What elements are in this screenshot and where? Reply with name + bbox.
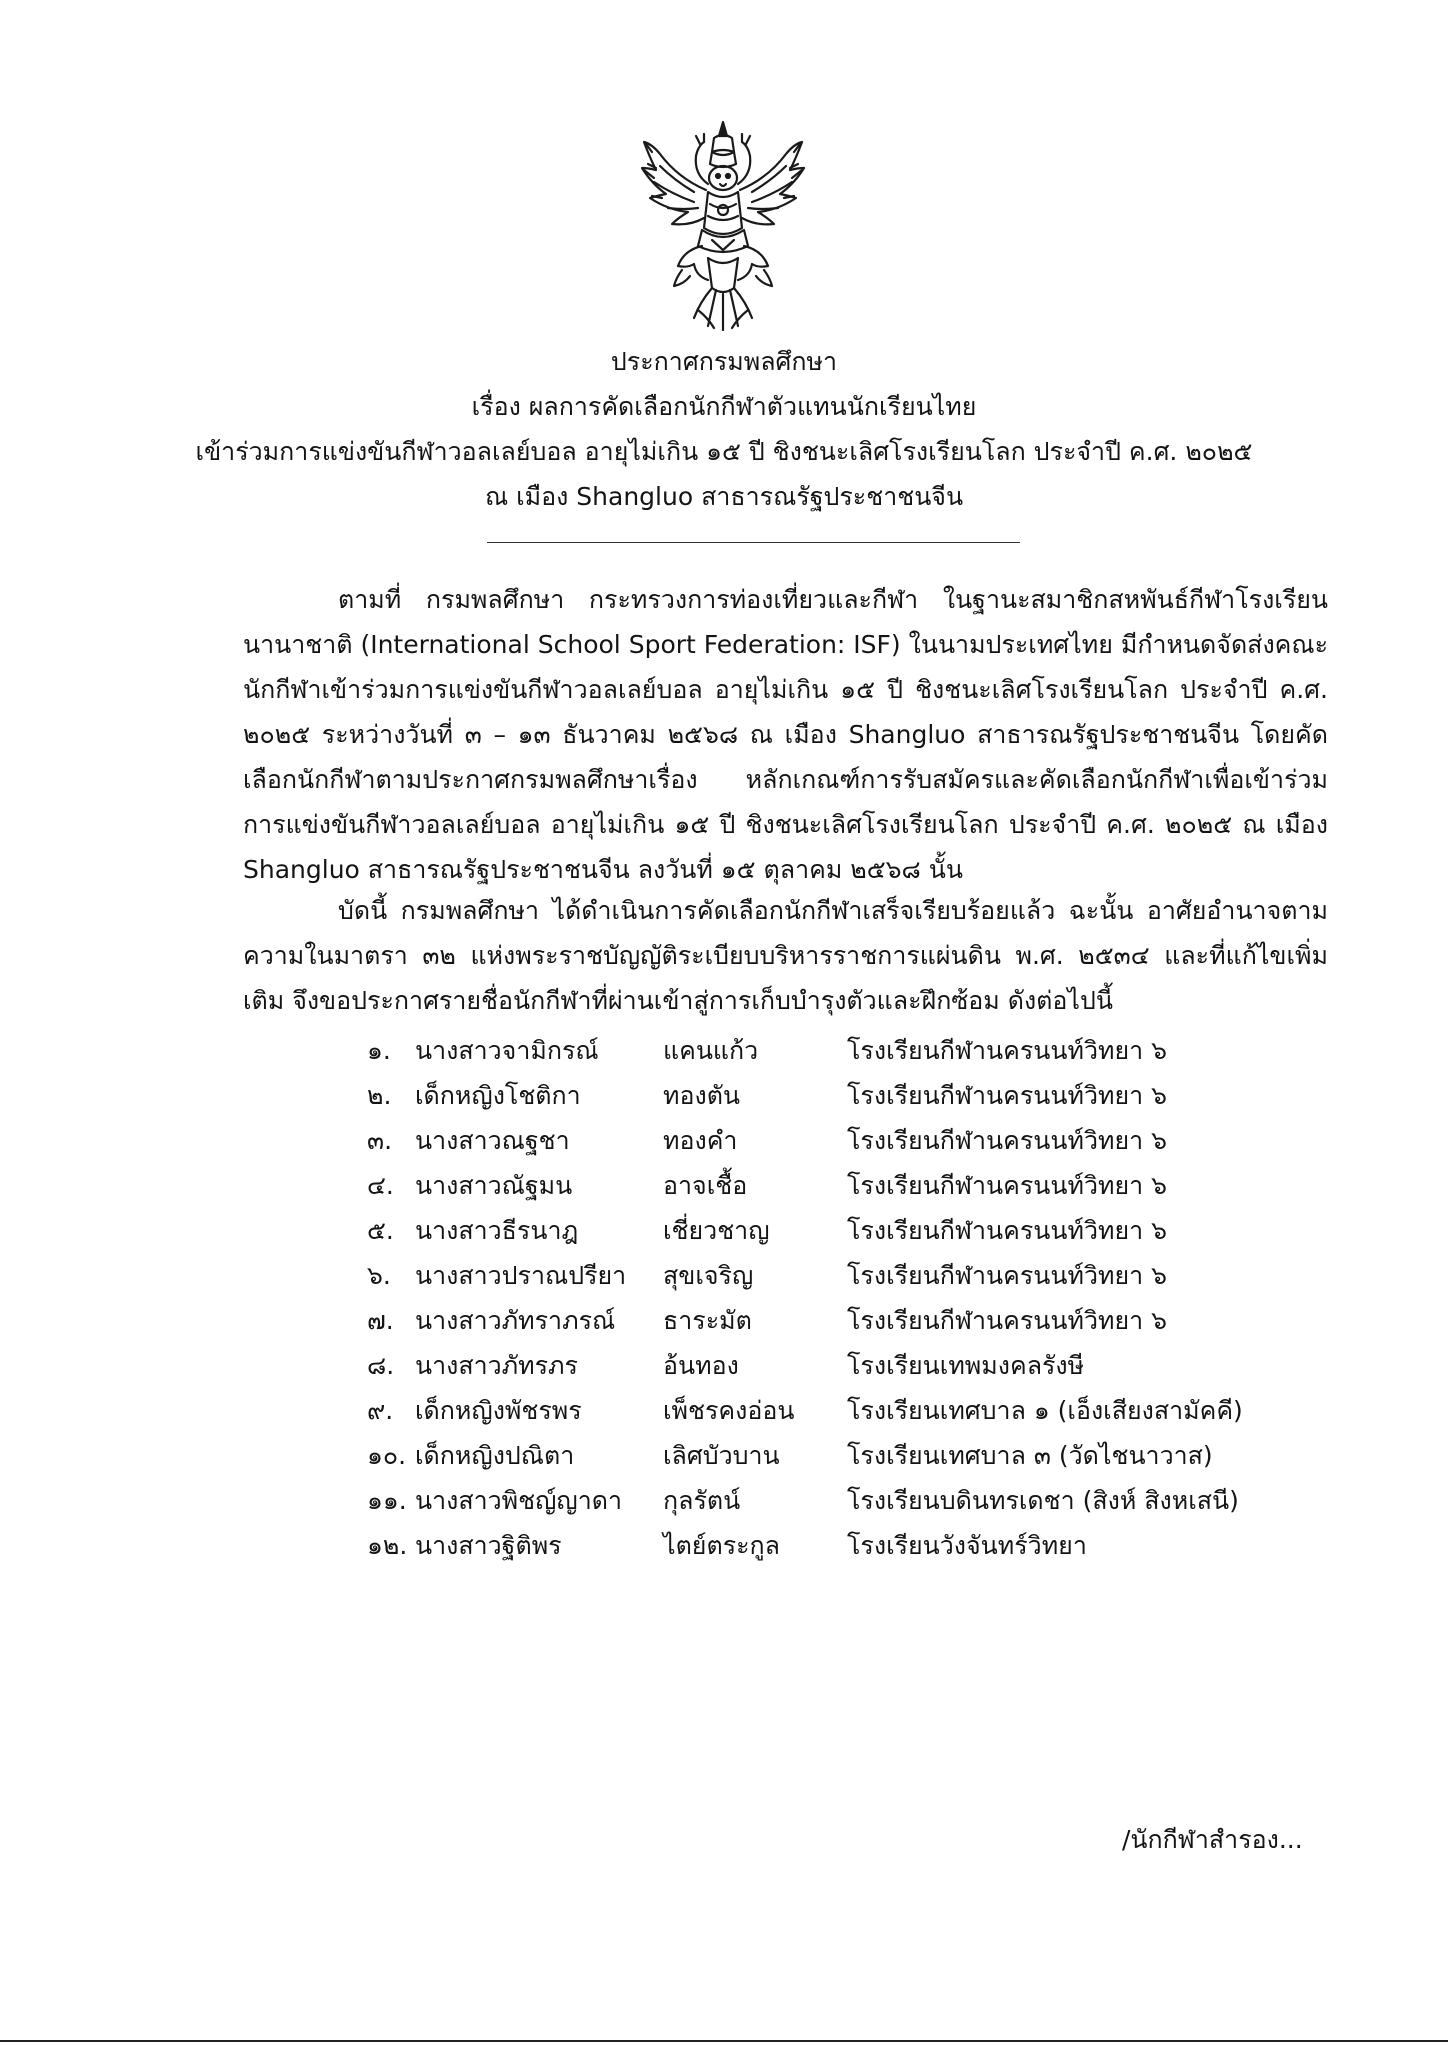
athlete-surname: เชี่ยวชาญ — [663, 1216, 770, 1245]
athlete-surname: อาจเชื้อ — [663, 1171, 748, 1200]
athlete-name: นางสาวณัฐมน — [415, 1171, 573, 1200]
athlete-number: ๒. — [367, 1081, 392, 1110]
athlete-number: ๙. — [367, 1396, 394, 1425]
athlete-number: ๔. — [367, 1171, 394, 1200]
list-item — [0, 1433, 1448, 1478]
list-item — [0, 1253, 1448, 1298]
body-paragraph-1: ตามที่ กรมพลศึกษา กระทรวงการท่องเที่ยวและกีฬา ในฐานะสมาชิกสหพันธ์กีฬาโรงเรียนนานาชาติ (International School Sport Federation: ISF) ในนามประเทศไทย มีกำหนดจัดส่งคณะนักกีฬาเข้าร่วมการแข่งขันกีฬาวอลเลย์บอล อายุไม่เกิน ๑๕ ปี ชิงชนะเลิศโรงเรียนโลก ประจำปี ค.ศ. ๒๐๒๕ ระหว่างวันที่ ๓ – ๑๓ ธันวาคม ๒๕๖๘ ณ เมือง Shangluo สาธารณรัฐประชาชนจีน โดยคัดเลือกนักกีฬาตามประกาศกรมพลศึกษาเรื่อง หลักเกณฑ์การรับสมัครและคัดเลือกนักกีฬาเพื่อเข้าร่วมการแข่งขันกีฬาวอลเลย์บอล อายุไม่เกิน ๑๕ ปี ชิงชนะเลิศโรงเรียนโลก ประจำปี ค.ศ. ๒๐๒๕ ณ เมือง Shangluo สาธารณรัฐประชาชนจีน ลงวันที่ ๑๕ ตุลาคม ๒๕๖๘ นั้น — [243, 585, 1328, 884]
list-item — [0, 1073, 1448, 1118]
continuation-note: /นักกีฬาสำรอง... — [1122, 1825, 1303, 1854]
athlete-number: ๖. — [367, 1261, 391, 1290]
athlete-number: ๓. — [367, 1126, 393, 1155]
athlete-name: นางสาวฐิติพร — [415, 1531, 562, 1560]
athlete-name: นางสาวณฐชา — [415, 1126, 570, 1155]
athlete-surname: กุลรัตน์ — [663, 1486, 741, 1515]
athlete-name: นางสาวภัทรภร — [415, 1351, 578, 1380]
athlete-number: ๕. — [367, 1216, 394, 1245]
athlete-surname: เลิศบัวบาน — [663, 1441, 780, 1470]
list-item — [0, 1298, 1448, 1343]
list-item — [0, 1478, 1448, 1523]
announcement-title: ประกาศกรมพลศึกษา — [610, 347, 838, 376]
list-item — [0, 1523, 1448, 1568]
athlete-surname: ไตย์ตระกูล — [663, 1531, 781, 1560]
heading-divider — [487, 542, 1020, 543]
athlete-school: โรงเรียนกีฬานครนนท์วิทยา ๖ — [847, 1306, 1167, 1335]
list-item — [0, 1388, 1448, 1433]
athlete-name: เด็กหญิงโชติกา — [415, 1081, 581, 1110]
athlete-name: นางสาวปราณปรียา — [415, 1261, 627, 1290]
athlete-school: โรงเรียนกีฬานครนนท์วิทยา ๖ — [847, 1126, 1167, 1155]
athlete-number: ๑๑. — [367, 1486, 407, 1515]
list-item — [0, 1208, 1448, 1253]
athlete-name: นางสาวจามิกรณ์ — [415, 1036, 599, 1065]
page-bottom-edge — [0, 2040, 1448, 2042]
athlete-school: โรงเรียนกีฬานครนนท์วิทยา ๖ — [847, 1036, 1167, 1065]
athlete-school: โรงเรียนกีฬานครนนท์วิทยา ๖ — [847, 1216, 1167, 1245]
athlete-school: โรงเรียนกีฬานครนนท์วิทยา ๖ — [847, 1081, 1167, 1110]
athlete-number: ๘. — [367, 1351, 395, 1380]
athlete-name: นางสาวธีรนาฎ — [415, 1216, 579, 1245]
athlete-school: โรงเรียนกีฬานครนนท์วิทยา ๖ — [847, 1171, 1167, 1200]
athlete-school: โรงเรียนเทพมงคลรังษี — [847, 1351, 1085, 1380]
athlete-surname: เพ็ชรคงอ่อน — [663, 1396, 795, 1425]
list-item — [0, 1163, 1448, 1208]
body-paragraph-2: บัดนี้ กรมพลศึกษา ได้ดำเนินการคัดเลือกนักกีฬาเสร็จเรียบร้อยแล้ว ฉะนั้น อาศัยอำนาจตามความในมาตรา ๓๒ แห่งพระราชบัญญัติระเบียบบริหารราชการแผ่นดิน พ.ศ. ๒๕๓๔ และที่แก้ไขเพิ่มเติม จึงขอประกาศรายชื่อนักกีฬาที่ผ่านเข้าสู่การเก็บบำรุงตัวและฝึกซ้อม ดังต่อไปนี้ — [243, 896, 1328, 1015]
athlete-surname: อ้นทอง — [663, 1351, 739, 1380]
list-item — [0, 1343, 1448, 1388]
announcement-subject-line-3: ณ เมือง Shangluo สาธารณรัฐประชาชนจีน — [484, 482, 964, 511]
athlete-school: โรงเรียนกีฬานครนนท์วิทยา ๖ — [847, 1261, 1167, 1290]
garuda-emblem-icon — [638, 118, 808, 332]
announcement-subject: เรื่อง ผลการคัดเลือกนักกีฬาตัวแทนนักเรียนไทย — [471, 392, 977, 421]
athlete-number: ๗. — [367, 1306, 394, 1335]
athlete-school: โรงเรียนเทศบาล ๓ (วัดไชนาวาส) — [847, 1441, 1213, 1470]
athlete-name: นางสาวภัทราภรณ์ — [415, 1306, 616, 1335]
athlete-surname: สุขเจริญ — [663, 1261, 754, 1290]
athlete-name: เด็กหญิงพัชรพร — [415, 1396, 582, 1425]
athlete-surname: ทองคำ — [663, 1126, 738, 1155]
athlete-number: ๑๒. — [367, 1531, 408, 1560]
athlete-number: ๑. — [367, 1036, 391, 1065]
athlete-surname: แคนแก้ว — [663, 1036, 759, 1065]
athlete-school: โรงเรียนวังจันทร์วิทยา — [847, 1531, 1087, 1560]
athlete-surname: ทองตัน — [663, 1081, 741, 1110]
athlete-school: โรงเรียนเทศบาล ๑ (เอ็งเสียงสามัคคี) — [847, 1396, 1243, 1425]
athlete-name: เด็กหญิงปณิตา — [415, 1441, 575, 1470]
athlete-surname: ธาระมัต — [663, 1306, 752, 1335]
athlete-number: ๑๐. — [367, 1441, 407, 1470]
athlete-school: โรงเรียนบดินทรเดชา (สิงห์ สิงหเสนี) — [847, 1486, 1239, 1515]
announcement-subject-line-2: เข้าร่วมการแข่งขันกีฬาวอลเลย์บอล อายุไม่เกิน ๑๕ ปี ชิงชนะเลิศโรงเรียนโลก ประจำปี ค.ศ. ๒๐๒๕ — [195, 437, 1253, 466]
list-item — [0, 1028, 1448, 1073]
athlete-name: นางสาวพิชญ์ญาดา — [415, 1486, 623, 1515]
list-item — [0, 1118, 1448, 1163]
